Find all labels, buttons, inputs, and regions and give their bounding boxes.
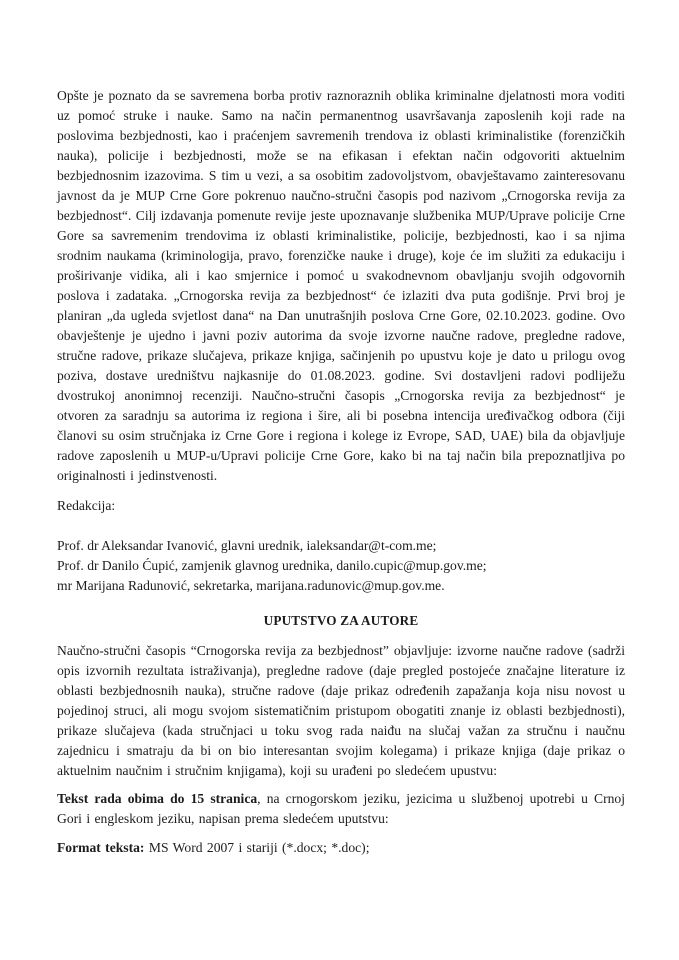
format-paragraph [57,838,625,858]
text-requirements-paragraph [57,789,625,829]
editor-line-secretary: mr Marijana Radunović, sekretarka, marijana.radunovic@mup.gov.me. [57,578,445,593]
intro-paragraph: Opšte je poznato da se savremena borba protiv raznoraznih oblika kriminalne djelatnosti mora voditi uz pomoć struke i nauke. Samo na način permanentnog usavršavanja zaposlenih koji rade na poslovima bezbjednosti, kao i praćenjem savremenih trendova iz oblasti kriminalistike (forenzičkih nauka), policije i bezbjednosti, može se na efikasan i efektan način odgovoriti aktuelnim bezbjednosnim izazovima. S tim u vezi, a sa osobitim zadovoljstvom, obavještavamo zainteresovanu javnost da je MUP Crne Gore pokrenuo naučno-stručni časopis pod nazivom „Crnogorska revija za bezbjednost“. Cilj izdavanja pomenute revije jeste upoznavanje službenika MUP/Uprave policije Crne Gore sa savremenim trendovima iz oblasti kriminalistike, policije, bezbjednosti, kao i sa njima srodnim naukama (kriminologija, pravo, forenzičke nauke i druge), koje će im služiti za edukaciju i proširivanje vidika, ali i kao smjernice i pomoć u svakodnevnom obavljanju svojih odgovornih poslova i zadataka. „Crnogorska revija za bezbjednost“ će izlaziti dva puta godišnje. Prvi broj je planiran „da ugleda svjetlost dana“ na Dan unutrašnjih poslova Crne Gore, 02.10.2023. godine. Ovo obavještenje je ujedno i javni poziv autorima da svoje izvorne naučne radove, pregledne radove, stručne radove, prikaze slučajeva, prikaze knjiga, sačinjenih po upustvu koje je dato u prilogu ovog poziva, dostave uredništvu najkasnije do 01.08.2023. godine. Svi dostavljeni radovi podliježu dvostrukoj anonimnoj recenziji. Naučno-stručni časopis „Crnogorska revija za bezbjednost“ je otvoren za saradnju sa autorima iz regiona i šire, ali bi posebna intencija uređivačkog odbora (čiji članovi su osim stručnjaka iz Crne Gore i regiona i kolege iz Evrope, SAD, UAE) bila da objavljuje radove zaposlenih u MUP-u/Upravi policije Crne Gore, kako bi na taj način bila prepoznatljiva po originalnosti i jedinstvenosti. [57,88,625,483]
redakcija-label: Redakcija: [57,498,116,513]
editor-line-chief: Prof. dr Aleksandar Ivanović, glavni urednik, ialeksandar@t-com.me; [57,538,437,553]
editors-list [57,536,625,596]
text-requirements-bold: Tekst rada obima do 15 stranica [57,791,258,806]
journal-scope-paragraph: Naučno-stručni časopis “Crnogorska revija za bezbjednost” objavljuje: izvorne naučne radove (sadrži opis izvornih rezultata istraživanja), pregledne radove (daje pregled postojeće značajne literature iz oblasti bezbjednosnih nauka), stručne radove (daje prikaz određenih zapažanja koja nisu novost u pojedinoj struci, ali mogu svojom sistematičnim pristupom obogatiti znanje iz oblasti bezbjednosti), prikaze slučajeva (kada stručnjaci u toku svog rada naiđu na slučaj važan za stručnu i naučnu zajednicu i smatraju da bi on bio interesantan svojim kolegama) i prikaze knjiga (daje prikaz o aktuelnim naučnim i stručnim knjigama), koji su urađeni po sledećem upustvu: [57,643,625,778]
editor-line-deputy: Prof. dr Danilo Ćupić, zamjenik glavnog urednika, danilo.cupic@mup.gov.me; [57,558,487,573]
format-label: Format teksta: [57,840,145,855]
section-heading: UPUTSTVO ZA AUTORE [263,613,419,628]
format-value: MS Word 2007 i stariji (*.docx; *.doc); [144,840,370,855]
text-requirements-rest: , na crnogorskom jeziku, jezicima u službenoj upotrebi u Crnoj Gori i engleskom jeziku, napisan prema sledećem uputstvu: [57,791,626,826]
